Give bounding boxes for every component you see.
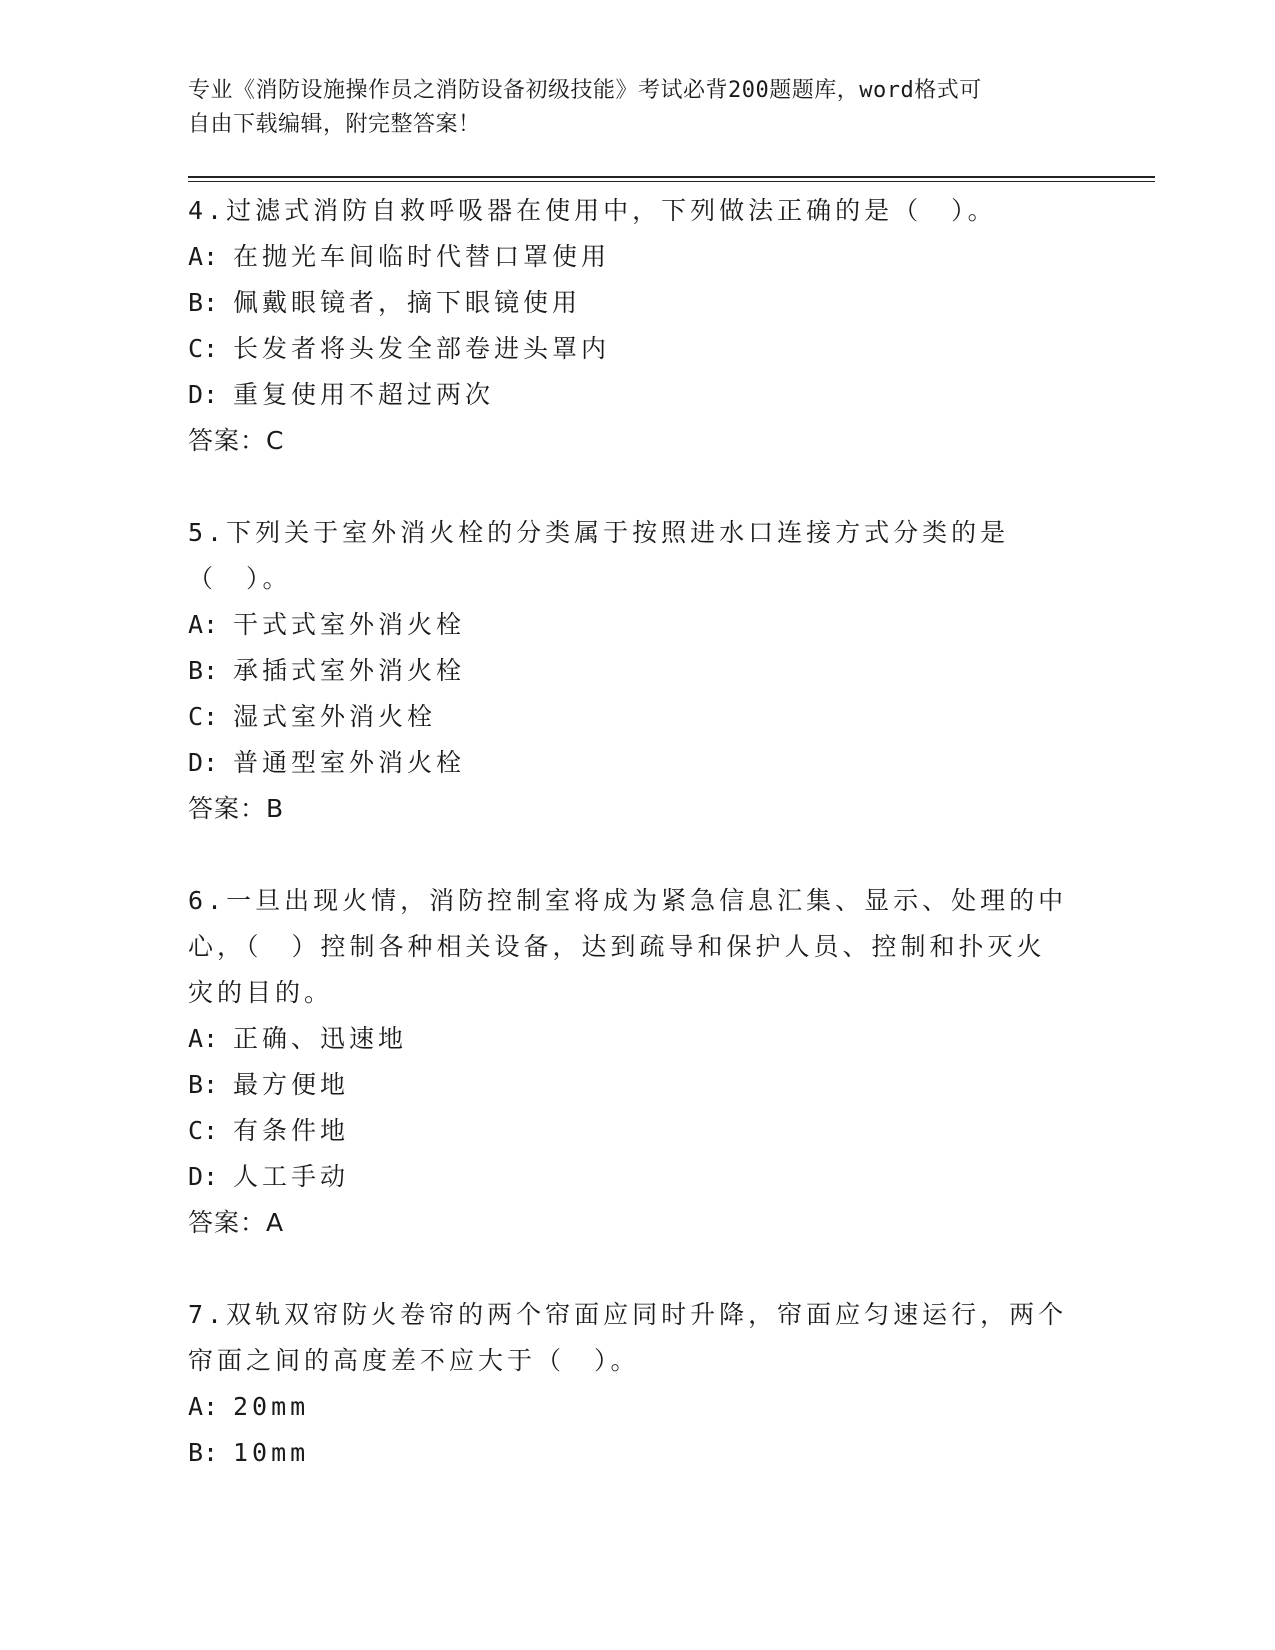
question-6: [188, 878, 1068, 1246]
header-rule-thick: [188, 176, 1155, 178]
question-4: [188, 188, 1068, 464]
option-key: B:: [188, 656, 219, 685]
option-b: [188, 1062, 1068, 1108]
option-text: 在抛光车间临时代替口罩使用: [233, 242, 611, 271]
header-line-2: 自由下载编辑，附完整答案！: [188, 112, 481, 137]
header-line-1: 专业《消防设施操作员之消防设备初级技能》考试必背200题题库，word格式可: [188, 78, 982, 103]
option-d: [188, 372, 1068, 418]
header-rule-thin: [188, 181, 1155, 182]
option-d: [188, 1154, 1068, 1200]
option-key: A:: [188, 1024, 219, 1053]
option-key: A:: [188, 610, 219, 639]
option-a: [188, 1016, 1068, 1062]
option-key: C:: [188, 334, 219, 363]
option-text: 干式式室外消火栓: [233, 610, 466, 639]
question-list: [188, 188, 1068, 1476]
option-a: [188, 234, 1068, 280]
option-key: D:: [188, 748, 219, 777]
question-stem: 6.一旦出现火情，消防控制室将成为紧急信息汇集、显示、处理的中心，（ ）控制各种相关设备，达到疏导和保护人员、控制和扑灭火灾的目的。: [188, 886, 1068, 1007]
option-text: 10mm: [233, 1438, 310, 1467]
answer-line: 答案：C: [188, 426, 285, 455]
option-a: [188, 602, 1068, 648]
document-header: [188, 74, 1088, 142]
option-a: [188, 1384, 1068, 1430]
option-key: C:: [188, 1116, 219, 1145]
option-key: D:: [188, 1162, 219, 1191]
option-d: [188, 740, 1068, 786]
option-c: [188, 1108, 1068, 1154]
option-text: 重复使用不超过两次: [233, 380, 495, 409]
answer-line: 答案：A: [188, 1208, 285, 1237]
question-spacer: [188, 832, 1068, 878]
question-7: [188, 1292, 1068, 1476]
option-text: 长发者将头发全部卷进头罩内: [233, 334, 611, 363]
option-text: 佩戴眼镜者，摘下眼镜使用: [233, 288, 582, 317]
question-spacer: [188, 464, 1068, 510]
option-text: 人工手动: [233, 1162, 350, 1191]
option-key: B:: [188, 1070, 219, 1099]
option-text: 普通型室外消火栓: [233, 748, 466, 777]
question-spacer: [188, 1246, 1068, 1292]
option-key: C:: [188, 702, 219, 731]
question-stem: 5.下列关于室外消火栓的分类属于按照进水口连接方式分类的是（ ）。: [188, 518, 1010, 593]
question-stem: 7.双轨双帘防火卷帘的两个帘面应同时升降，帘面应匀速运行，两个帘面之间的高度差不应大于（ ）。: [188, 1300, 1068, 1375]
option-key: B:: [188, 1438, 219, 1467]
option-b: [188, 280, 1068, 326]
option-b: [188, 1430, 1068, 1476]
option-text: 最方便地: [233, 1070, 350, 1099]
option-text: 湿式室外消火栓: [233, 702, 437, 731]
option-c: [188, 694, 1068, 740]
option-text: 有条件地: [233, 1116, 350, 1145]
option-key: B:: [188, 288, 219, 317]
question-5: [188, 510, 1068, 832]
option-key: D:: [188, 380, 219, 409]
option-c: [188, 326, 1068, 372]
option-text: 正确、迅速地: [233, 1024, 408, 1053]
option-key: A:: [188, 242, 219, 271]
option-text: 20mm: [233, 1392, 310, 1421]
option-text: 承插式室外消火栓: [233, 656, 466, 685]
answer-line: 答案：B: [188, 794, 285, 823]
option-b: [188, 648, 1068, 694]
option-key: A:: [188, 1392, 219, 1421]
question-stem: 4.过滤式消防自救呼吸器在使用中，下列做法正确的是（ ）。: [188, 196, 997, 225]
